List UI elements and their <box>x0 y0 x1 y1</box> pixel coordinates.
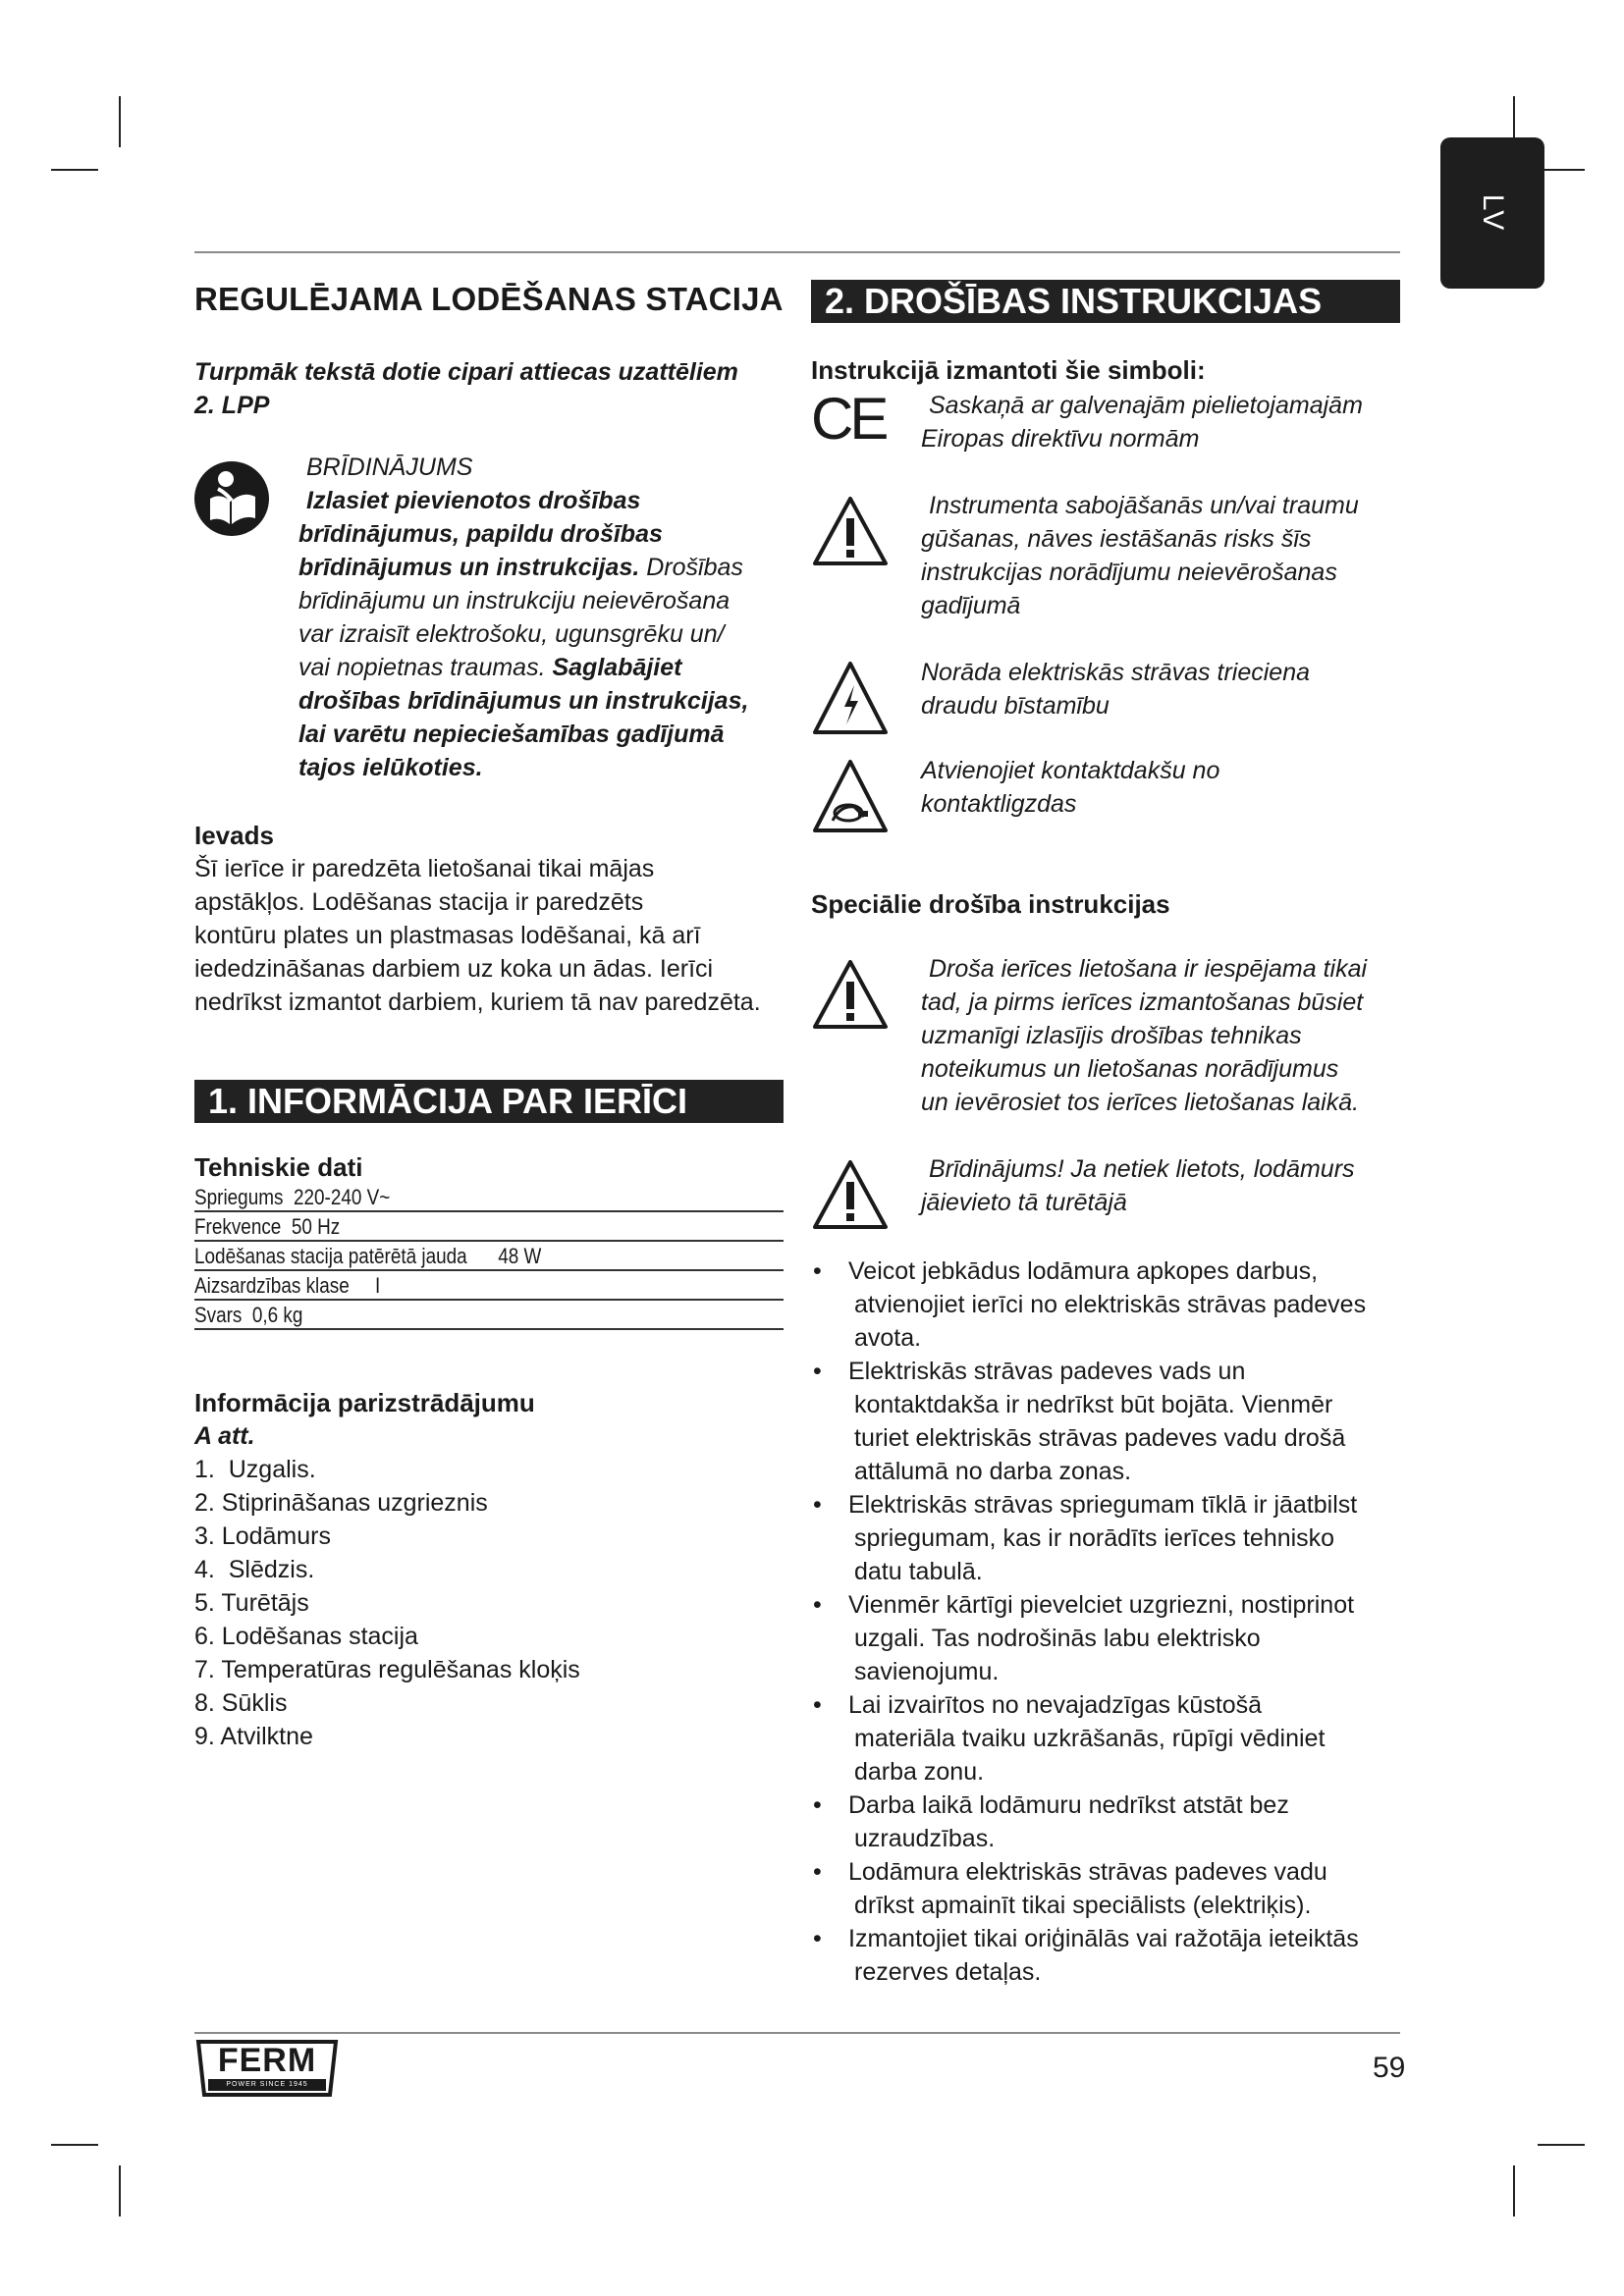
warning-heading: BRĪDINĀJUMS <box>306 454 473 481</box>
safety-bullet <box>811 1922 1412 1989</box>
safety-bullet-line: datu tabulā. <box>854 1558 983 1585</box>
symbol-description-line: Atvienojiet kontaktdakšu no <box>921 757 1220 784</box>
ferm-logo-text: FERM <box>217 2042 317 2079</box>
warning-triangle-icon <box>811 958 890 1031</box>
safety-bullet <box>811 1355 1412 1488</box>
warning-block <box>298 451 809 784</box>
safety-bullet-line: • Vienmēr kārtīgi pievelciet uzgriezni, nostiprinot <box>848 1591 1355 1619</box>
safety-bullet <box>811 1855 1412 1922</box>
tech-data-heading: Tehniskie dati <box>194 1152 363 1182</box>
safety-bullet-line: spriegumam, kas ir norādīts ierīces tehnisko <box>854 1524 1335 1552</box>
safety-bullet <box>811 1588 1412 1688</box>
unplug-icon <box>811 758 890 836</box>
safety-bullet-line: • Elektriskās strāvas padeves vads un <box>848 1358 1246 1385</box>
parts-list-item: 2. Stiprināšanas uzgrieznis <box>194 1489 488 1517</box>
warning-line: var izraisīt elektrošoku, ugunsgrēku un/ <box>298 620 725 648</box>
parts-list-item: 6. Lodēšanas stacija <box>194 1623 418 1650</box>
product-info-heading: Informācija parizstrādājumu <box>194 1388 535 1417</box>
warning-triangle-icon <box>811 495 890 567</box>
product-info-subheading: A att. <box>194 1422 255 1450</box>
symbol-description-line: instrukcijas norādījumu neievērošanas <box>921 559 1337 586</box>
header-rule <box>194 251 1400 253</box>
symbols-heading: Instrukcijā izmantoti šie simboli: <box>811 355 1206 385</box>
tech-data-row: Svars 0,6 kg <box>194 1301 784 1330</box>
special-safety-text <box>921 1152 1412 1219</box>
safety-bullet-list <box>811 1255 1412 1989</box>
parts-list-item: 7. Temperatūras regulēšanas kloķis <box>194 1656 580 1683</box>
crop-mark <box>119 96 121 147</box>
intro-line: nedrīkst izmantot darbiem, kuriem tā nav paredzēta. <box>194 988 761 1016</box>
safety-bullet <box>811 1789 1412 1855</box>
warning-line: Izlasiet pievienotos drošības <box>306 487 641 514</box>
parts-list-item: 5. Turētājs <box>194 1589 309 1617</box>
special-safety-text <box>921 952 1412 1119</box>
special-safety-line: Brīdinājums! Ja netiek lietots, lodāmurs <box>929 1155 1355 1183</box>
warning-triangle-icon <box>811 1158 890 1231</box>
parts-list-item: 4. Slēdzis. <box>194 1556 315 1583</box>
intro-text <box>194 852 813 1019</box>
special-safety-line: Droša ierīces lietošana ir iespējama tikai <box>929 955 1368 983</box>
page-number: 59 <box>1373 2052 1406 2084</box>
crop-mark <box>51 2144 98 2146</box>
warning-line: drošības brīdinājumus un instrukcijas, <box>298 687 749 715</box>
warning-line: brīdinājumu un instrukciju neievērošana <box>298 587 731 614</box>
read-manual-icon <box>192 459 271 538</box>
symbol-description-line: Saskaņā ar galvenajām pielietojamajām <box>929 392 1363 419</box>
crop-mark <box>119 2165 121 2216</box>
safety-bullet-line: uzraudzības. <box>854 1825 996 1852</box>
intro-line: kontūru plates un plastmasas lodēšanai, kā arī <box>194 922 701 949</box>
parts-list-item: 1. Uzgalis. <box>194 1456 316 1483</box>
tech-data-row: Spriegums 220-240 V~ <box>194 1183 784 1212</box>
intro-heading: Ievads <box>194 821 274 850</box>
warning-line: brīdinājumus un instrukcijas. <box>298 554 640 581</box>
page-title: REGULĒJAMA LODĒŠANAS STACIJA <box>194 281 784 317</box>
safety-bullet-line: materiāla tvaiku uzkrāšanās, rūpīgi vēdiniet <box>854 1725 1326 1752</box>
safety-bullet-line: rezerves detaļas. <box>854 1958 1042 1986</box>
intro-reference-line: 2. LPP <box>194 392 270 419</box>
intro-reference-line: Turpmāk tekstā dotie cipari attiecas uzattēliem <box>194 358 738 386</box>
symbol-description <box>921 656 1412 722</box>
safety-bullet-line: avota. <box>854 1324 922 1352</box>
warning-line: lai varētu nepieciešamības gadījumā <box>298 721 725 748</box>
intro-line: iededzināšanas darbiem uz koka un ādas. Ierīci <box>194 955 714 983</box>
ferm-logo <box>194 2038 340 2099</box>
special-safety-line: noteikumus un lietošanas norādījumus <box>921 1055 1339 1083</box>
parts-list-item: 9. Atvilktne <box>194 1723 313 1750</box>
safety-bullet-line: atvienojiet ierīci no elektriskās strāvas padeves <box>854 1291 1367 1318</box>
symbol-description-line: gūšanas, nāves iestāšanās risks šīs <box>921 525 1312 553</box>
symbol-description <box>921 389 1412 455</box>
safety-bullet-line: attālumā no darba zonas. <box>854 1458 1132 1485</box>
safety-bullet-line: savienojumu. <box>854 1658 1000 1685</box>
symbol-description-line: Eiropas direktīvu normām <box>921 425 1200 453</box>
safety-bullet-line: • Lai izvairītos no nevajadzīgas kūstošā <box>848 1691 1263 1719</box>
language-tab <box>1440 137 1544 289</box>
safety-bullet-line: • Veicot jebkādus lodāmura apkopes darbus, <box>848 1257 1319 1285</box>
safety-bullet <box>811 1488 1412 1588</box>
symbol-description-line: Instrumenta sabojāšanās un/vai traumu <box>929 492 1359 519</box>
safety-bullet-line: darba zonu. <box>854 1758 985 1786</box>
safety-bullet-line: • Elektriskās strāvas spriegumam tīklā ir jāatbilst <box>848 1491 1358 1519</box>
special-safety-heading: Speciālie drošība instrukcijas <box>811 889 1170 919</box>
safety-bullet-line: • Lodāmura elektriskās strāvas padeves vadu <box>848 1858 1327 1886</box>
symbol-description-line: kontaktligzdas <box>921 790 1077 818</box>
section-1-heading: 1. INFORMĀCIJA PAR IERĪCI <box>194 1080 784 1123</box>
intro-line: apstākļos. Lodēšanas stacija ir paredzēts <box>194 888 644 916</box>
special-safety-line: jāievieto tā turētājā <box>921 1189 1127 1216</box>
warning-line: brīdinājumus, papildu drošības <box>298 520 663 548</box>
ce-mark-icon: CE <box>811 386 886 452</box>
crop-mark <box>1513 2165 1515 2216</box>
ferm-logo-tagline: POWER SINCE 1945 <box>226 2081 308 2088</box>
tech-data-table <box>194 1183 784 1330</box>
parts-list <box>194 1453 580 1753</box>
safety-bullet-line: • Izmantojiet tikai oriģinālās vai ražotāja ieteiktās <box>848 1925 1359 1952</box>
tech-data-row: Aizsardzības klase I <box>194 1271 784 1301</box>
crop-mark <box>51 169 98 171</box>
warning-line-tail: Saglabājiet <box>545 654 682 681</box>
parts-list-item: 3. Lodāmurs <box>194 1522 331 1550</box>
safety-bullet <box>811 1255 1412 1355</box>
footer-rule <box>194 2032 1400 2034</box>
special-safety-line: uzmanīgi izlasījis drošības tehnikas <box>921 1022 1302 1049</box>
language-tab-label: LV <box>1477 193 1509 233</box>
crop-mark <box>1538 169 1585 171</box>
section-2-heading: 2. DROŠĪBAS INSTRUKCIJAS <box>811 280 1400 323</box>
symbol-description <box>921 489 1412 622</box>
tech-data-row: Frekvence 50 Hz <box>194 1212 784 1242</box>
intro-reference <box>194 355 803 422</box>
safety-bullet-line: kontaktdakša ir nedrīkst būt bojāta. Vienmēr <box>854 1391 1333 1418</box>
safety-bullet <box>811 1688 1412 1789</box>
symbol-description-line: gadījumā <box>921 592 1021 619</box>
warning-line: tajos ielūkoties. <box>298 754 483 781</box>
symbol-description-line: Norāda elektriskās strāvas trieciena <box>921 659 1310 686</box>
special-safety-line: tad, ja pirms ierīces izmantošanas būsiet <box>921 988 1364 1016</box>
safety-bullet-line: • Darba laikā lodāmuru nedrīkst atstāt bez <box>848 1791 1289 1819</box>
warning-line: vai nopietnas traumas. <box>298 654 546 681</box>
symbol-description-line: draudu bīstamību <box>921 692 1110 720</box>
electric-shock-icon <box>811 660 890 738</box>
warning-line-tail: Drošības <box>639 554 743 581</box>
special-safety-line: un ievērosiet tos ierīces lietošanas laikā. <box>921 1089 1360 1116</box>
safety-bullet-line: drīkst apmainīt tikai speciālists (elektriķis). <box>854 1892 1312 1919</box>
intro-line: Šī ierīce ir paredzēta lietošanai tikai mājas <box>194 855 655 882</box>
tech-data-row: Lodēšanas stacija patērētā jauda 48 W <box>194 1242 784 1271</box>
crop-mark <box>1538 2144 1585 2146</box>
safety-bullet-line: uzgali. Tas nodrošinās labu elektrisko <box>854 1625 1261 1652</box>
symbol-description <box>921 754 1412 821</box>
parts-list-item: 8. Sūklis <box>194 1689 288 1717</box>
safety-bullet-line: turiet elektriskās strāvas padeves vadu drošā <box>854 1424 1346 1452</box>
